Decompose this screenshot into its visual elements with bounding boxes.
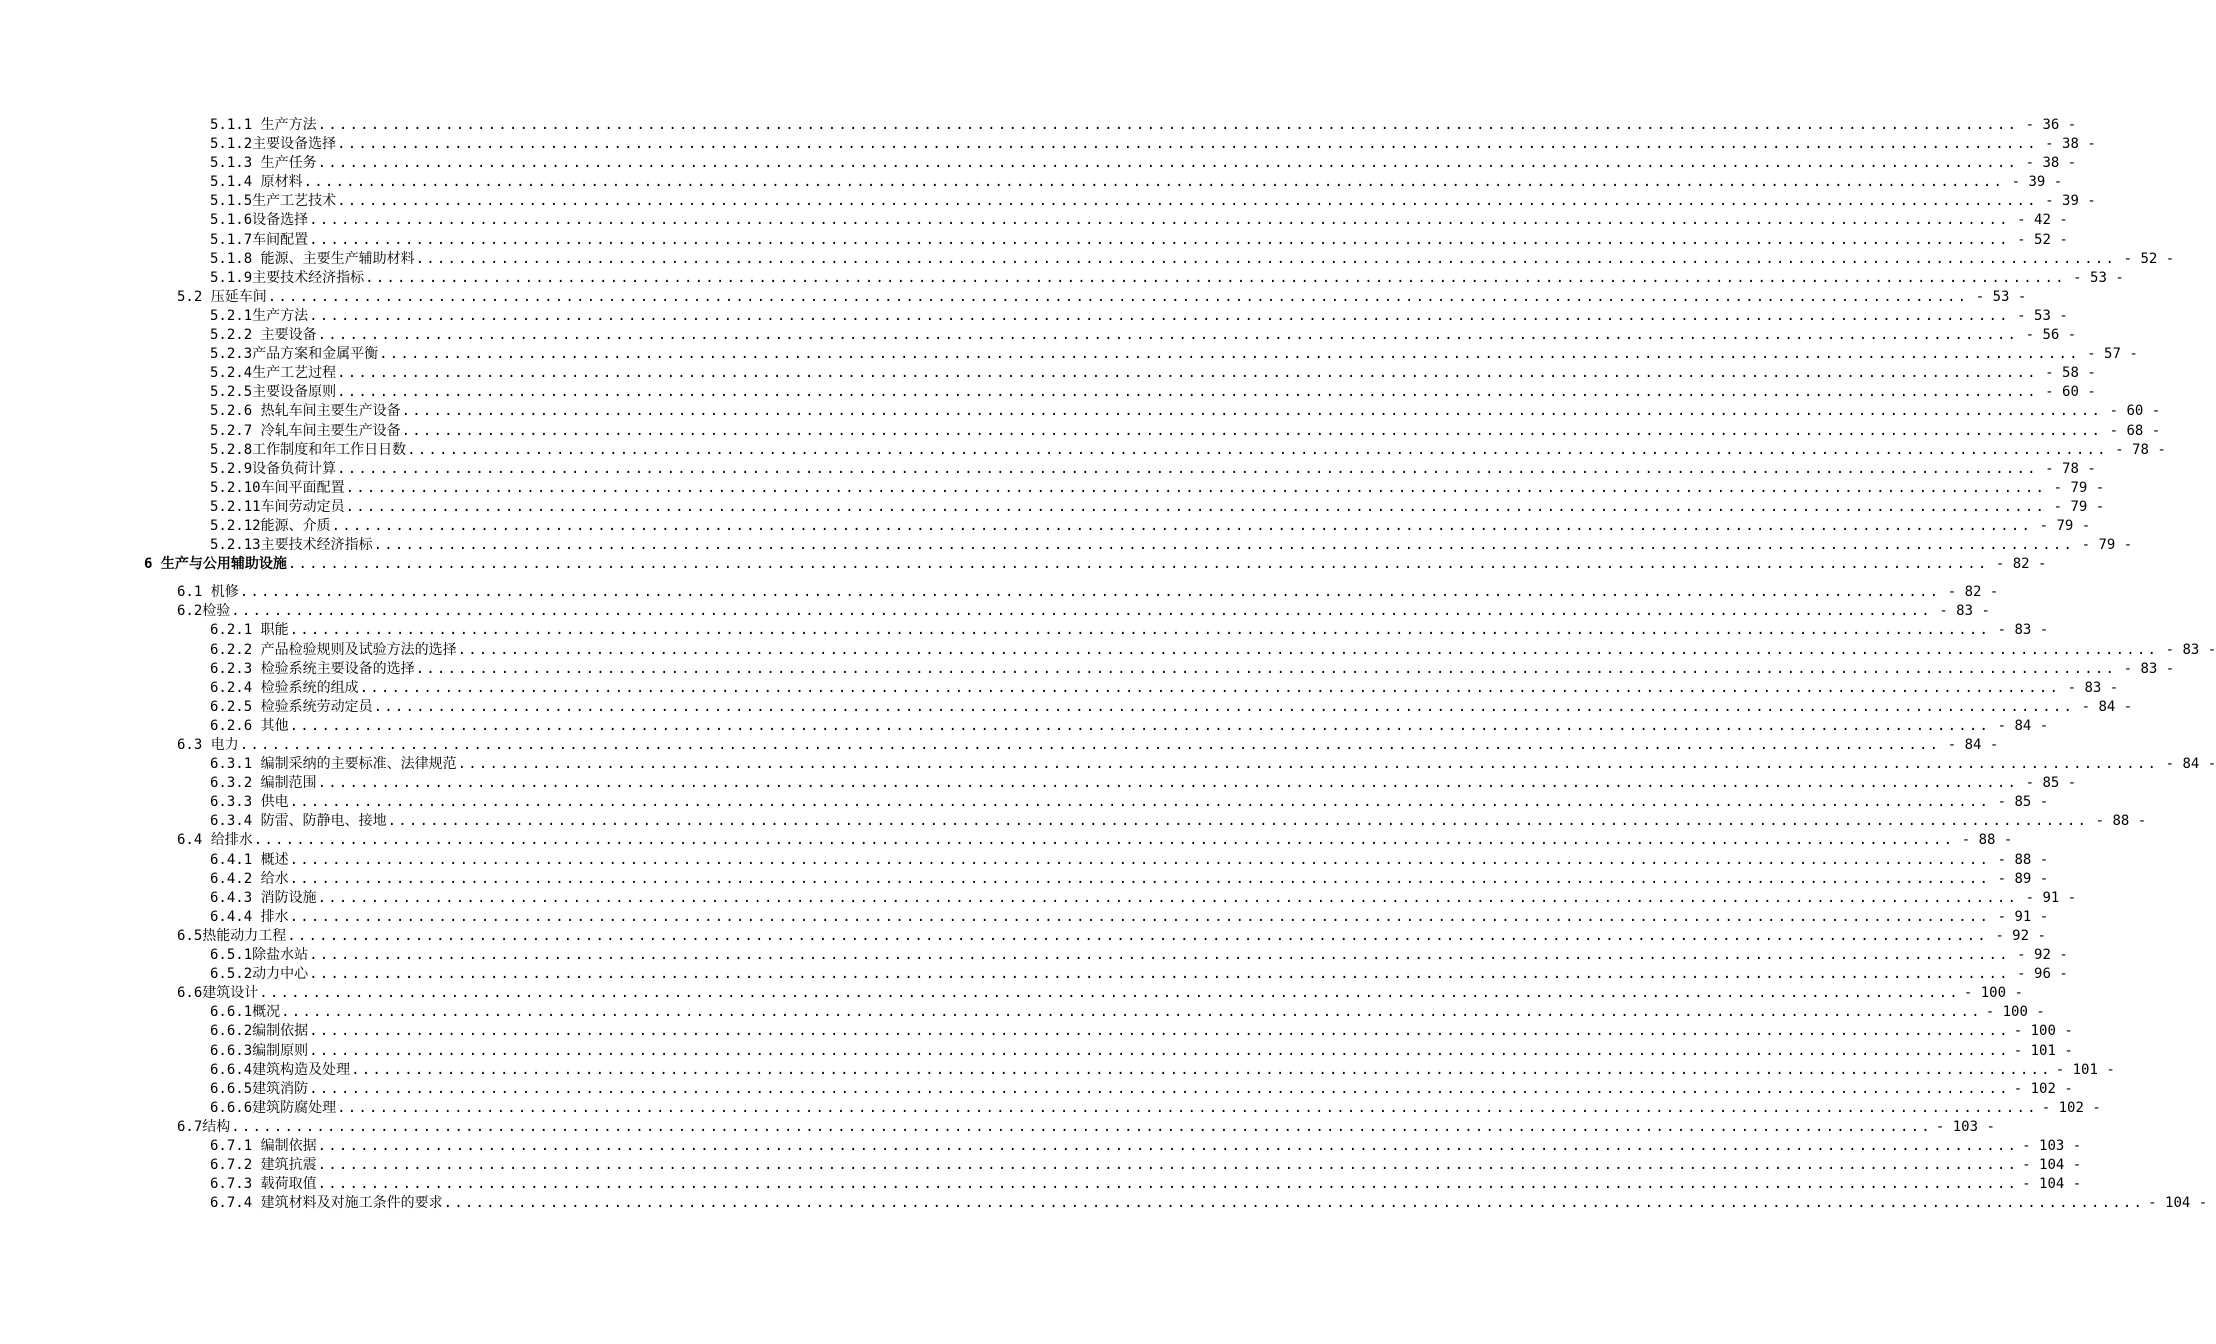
toc-entry-title: 5.2.2 主要设备	[210, 327, 317, 344]
toc-entry-page-number: - 88 -	[1997, 851, 2049, 868]
toc-entry-title: 5.2.11车间劳动定员	[210, 498, 345, 515]
toc-entry-page-number: - 103 -	[2022, 1137, 2082, 1154]
toc-entry[interactable]	[0, 774, 2077, 793]
toc-leader-dots: ................................................................................................................................................................	[365, 269, 2066, 286]
toc-entry[interactable]	[0, 621, 2049, 640]
toc-entry-title: 6.2.3 检验系统主要设备的选择	[210, 660, 415, 677]
toc-entry-title: 6.4.2 给水	[210, 870, 289, 887]
toc-leader-dots: ................................................................................................................................................................	[287, 556, 1989, 573]
toc-entry[interactable]	[0, 736, 1999, 755]
toc-leader-dots: ................................................................................................................................................................	[387, 813, 2089, 830]
toc-entry-title: 5.2.9设备负荷计算	[210, 460, 337, 477]
toc-entry[interactable]	[0, 402, 2161, 421]
toc-entry-page-number: - 60 -	[2109, 403, 2161, 420]
toc-leader-dots: ................................................................................................................................................................	[317, 775, 2019, 792]
toc-entry-page-number: - 78 -	[2045, 460, 2096, 477]
toc-entry-title: 6.1 机修	[177, 584, 239, 601]
toc-entry-page-number: - 84 -	[1997, 717, 2049, 734]
toc-entry-title: 6.3.1 编制采纳的主要标准、法律规范	[210, 756, 457, 773]
toc-entry[interactable]	[0, 698, 2133, 717]
toc-entry-page-number: - 79 -	[2053, 479, 2105, 496]
toc-entry[interactable]	[0, 812, 2147, 831]
toc-entry-page-number: - 39 -	[2045, 193, 2096, 210]
toc-leader-dots: ................................................................................................................................................................	[345, 498, 2047, 515]
toc-leader-dots: ................................................................................................................................................................	[359, 679, 2061, 696]
toc-entry-title: 5.1.7车间配置	[210, 231, 309, 248]
toc-entry-title: 6.3.4 防雷、防静电、接地	[210, 813, 387, 830]
toc-entry-page-number: - 104 -	[2148, 1195, 2208, 1212]
toc-entry[interactable]	[0, 498, 2105, 517]
toc-leader-dots: ................................................................................................................................................................	[317, 117, 2019, 133]
toc-entry-page-number: - 92 -	[1995, 927, 2046, 944]
toc-entry[interactable]	[0, 460, 2096, 479]
toc-entry-title: 6.3 电力	[177, 737, 239, 753]
toc-entry[interactable]	[0, 231, 2068, 250]
toc-entry-page-number: - 101 -	[2055, 1061, 2115, 1078]
toc-leader-dots: ................................................................................................................................................................	[337, 136, 2038, 153]
toc-entry[interactable]	[0, 1099, 2101, 1118]
toc-entry[interactable]	[0, 173, 2063, 192]
toc-entry-page-number: - 53 -	[2073, 269, 2124, 286]
toc-entry-page-number: - 84 -	[2165, 756, 2216, 773]
toc-entry[interactable]	[0, 793, 2049, 812]
toc-leader-dots: ................................................................................................................................................................	[289, 717, 1991, 734]
toc-entry[interactable]	[0, 1061, 2115, 1080]
toc-entry[interactable]	[0, 345, 2138, 364]
toc-leader-dots: ................................................................................................................................................................	[289, 908, 1991, 925]
toc-leader-dots: ................................................................................................................................................................	[317, 889, 2019, 906]
toc-entry-title: 5.2.3产品方案和金属平衡	[210, 346, 379, 363]
toc-leader-dots: ................................................................................................................................................................	[337, 365, 2038, 382]
toc-entry-title: 5.1.4 原材料	[210, 174, 303, 191]
toc-leader-dots: ................................................................................................................................................................	[303, 174, 2005, 191]
toc-entry[interactable]	[0, 1137, 2082, 1156]
toc-entry-title: 5.2.12能源、介质	[210, 517, 331, 534]
toc-entry-title: 5.1.1 生产方法	[210, 117, 317, 133]
toc-entry[interactable]	[0, 679, 2119, 698]
toc-entry[interactable]	[0, 908, 2049, 927]
toc-entry-title: 5.1.2主要设备选择	[210, 136, 337, 153]
toc-entry[interactable]	[0, 946, 2068, 965]
toc-entry-title: 6.2.2 产品检验规则及试验方法的选择	[210, 641, 457, 658]
toc-entry-page-number: - 53 -	[1975, 288, 2027, 305]
toc-entry-page-number: - 91 -	[2025, 889, 2077, 906]
toc-leader-dots: ................................................................................................................................................................	[457, 641, 2159, 658]
toc-entry[interactable]	[0, 1156, 2082, 1175]
toc-entry-title: 6.7结构	[177, 1118, 231, 1135]
toc-entry[interactable]	[0, 1003, 2045, 1022]
toc-leader-dots: ................................................................................................................................................................	[337, 193, 2038, 210]
toc-entry[interactable]	[0, 326, 2077, 345]
toc-entry-page-number: - 83 -	[1939, 603, 1990, 620]
toc-entry-title: 6.2.6 其他	[210, 717, 289, 734]
toc-entry-page-number: - 82 -	[1947, 584, 1999, 601]
toc-entry-title: 6.2.4 检验系统的组成	[210, 679, 359, 696]
toc-entry[interactable]	[0, 660, 2175, 679]
toc-entry[interactable]	[0, 889, 2077, 908]
toc-leader-dots: ................................................................................................................................................................	[331, 517, 2033, 534]
toc-entry[interactable]	[0, 441, 2166, 460]
toc-entry-title: 6.7.3 载荷取值	[210, 1176, 317, 1193]
toc-entry-title: 6.6.3编制原则	[210, 1042, 309, 1059]
toc-entry-page-number: - 79 -	[2053, 498, 2105, 515]
toc-entry-title: 6.2检验	[177, 603, 231, 620]
toc-entry-page-number: - 85 -	[2025, 775, 2077, 792]
toc-entry-title: 5.1.3 生产任务	[210, 155, 317, 172]
toc-leader-dots: ................................................................................................................................................................	[373, 537, 2075, 554]
toc-entry[interactable]	[0, 602, 1990, 621]
toc-entry-page-number: - 56 -	[2025, 327, 2077, 344]
toc-entry-title: 5.2.13主要技术经济指标	[210, 537, 373, 554]
toc-entry-title: 6.4.4 排水	[210, 908, 289, 925]
toc-leader-dots: ................................................................................................................................................................	[287, 927, 1988, 944]
toc-entry[interactable]	[0, 211, 2068, 230]
toc-entry-page-number: - 88 -	[1961, 832, 2013, 849]
toc-entry-title: 5.1.5生产工艺技术	[210, 193, 337, 210]
toc-entry[interactable]	[0, 364, 2096, 383]
toc-leader-dots: ................................................................................................................................................................	[231, 603, 1932, 620]
toc-entry-title: 5.1.9主要技术经济指标	[210, 269, 365, 286]
toc-leader-dots: ................................................................................................................................................................	[415, 250, 2117, 267]
toc-entry-title: 6.5.1除盐水站	[210, 947, 309, 964]
toc-entry-page-number: - 83 -	[2123, 660, 2175, 677]
toc-entry-title: 6.4.1 概述	[210, 851, 289, 868]
toc-entry-page-number: - 88 -	[2095, 813, 2147, 830]
toc-entry[interactable]	[0, 965, 2068, 984]
toc-entry[interactable]	[0, 583, 1999, 602]
toc-entry-title: 6.7.1 编制依据	[210, 1137, 317, 1154]
toc-entry-page-number: - 57 -	[2087, 346, 2138, 363]
toc-entry-title: 6.4 给排水	[177, 832, 253, 849]
toc-entry-page-number: - 91 -	[1997, 908, 2049, 925]
toc-leader-dots: ................................................................................................................................................................	[401, 422, 2103, 439]
toc-entry-page-number: - 85 -	[1997, 794, 2049, 811]
toc-entry-page-number: - 39 -	[2011, 174, 2063, 191]
toc-entry-page-number: - 84 -	[1947, 737, 1999, 753]
toc-entry-page-number: - 92 -	[2017, 947, 2068, 964]
toc-entry-page-number: - 79 -	[2081, 537, 2133, 554]
toc-entry-title: 5.2.8工作制度和年工作日日数	[210, 441, 407, 458]
toc-leader-dots: ................................................................................................................................................................	[309, 1042, 2010, 1059]
toc-leader-dots: ................................................................................................................................................................	[337, 1099, 2038, 1116]
toc-entry[interactable]	[0, 383, 2096, 402]
toc-entry-title: 6.2.1 职能	[210, 622, 289, 639]
toc-entry[interactable]	[0, 135, 2096, 154]
toc-entry[interactable]	[0, 269, 2124, 288]
toc-leader-dots: ................................................................................................................................................................	[379, 346, 2080, 363]
toc-entry-title: 5.2.6 热轧车间主要生产设备	[210, 403, 401, 420]
toc-entry-page-number: - 104 -	[2022, 1157, 2082, 1174]
toc-entry-title: 5.2.10车间平面配置	[210, 479, 345, 496]
table-of-contents	[0, 116, 2216, 1213]
toc-entry-page-number: - 100 -	[1963, 985, 2023, 1002]
toc-entry[interactable]	[0, 154, 2077, 173]
toc-entry-title: 5.2 压延车间	[177, 288, 267, 305]
toc-entry-page-number: - 38 -	[2045, 136, 2096, 153]
toc-entry-page-number: - 83 -	[1997, 622, 2049, 639]
toc-entry-page-number: - 38 -	[2025, 155, 2077, 172]
toc-entry-page-number: - 100 -	[1985, 1004, 2045, 1021]
toc-leader-dots: ................................................................................................................................................................	[309, 307, 2010, 324]
toc-entry-title: 6.6建筑设计	[177, 985, 259, 1002]
toc-leader-dots: ................................................................................................................................................................	[309, 1023, 2010, 1040]
toc-entry-page-number: - 84 -	[2081, 698, 2133, 715]
toc-entry[interactable]	[0, 250, 2175, 269]
toc-entry-title: 6.6.4建筑构造及处理	[210, 1061, 351, 1078]
toc-leader-dots: ................................................................................................................................................................	[415, 660, 2117, 677]
toc-entry[interactable]	[0, 116, 2077, 135]
toc-leader-dots: ................................................................................................................................................................	[309, 947, 2010, 964]
toc-entry-title: 5.1.8 能源、主要生产辅助材料	[210, 250, 415, 267]
toc-entry-title: 5.2.7 冷轧车间主要生产设备	[210, 422, 401, 439]
toc-leader-dots: ................................................................................................................................................................	[317, 1137, 2019, 1154]
toc-entry-page-number: - 78 -	[2115, 441, 2166, 458]
toc-entry-title: 5.1.6设备选择	[210, 212, 309, 229]
toc-leader-dots: ................................................................................................................................................................	[309, 1080, 2010, 1097]
toc-leader-dots: ................................................................................................................................................................	[373, 698, 2075, 715]
toc-entry[interactable]	[0, 831, 2013, 850]
toc-entry[interactable]	[0, 288, 2027, 307]
toc-entry-page-number: - 52 -	[2017, 231, 2068, 248]
toc-entry[interactable]	[0, 1022, 2073, 1041]
toc-entry-page-number: - 79 -	[2039, 517, 2091, 534]
toc-entry-page-number: - 101 -	[2013, 1042, 2073, 1059]
toc-entry-page-number: - 36 -	[2025, 117, 2077, 133]
toc-leader-dots: ................................................................................................................................................................	[401, 403, 2103, 420]
toc-entry-page-number: - 58 -	[2045, 365, 2096, 382]
toc-entry[interactable]	[0, 479, 2105, 498]
toc-leader-dots: ................................................................................................................................................................	[443, 1195, 2145, 1212]
toc-entry-title: 6.7.2 建筑抗震	[210, 1157, 317, 1174]
toc-entry-title: 6 生产与公用辅助设施	[144, 556, 287, 573]
toc-entry-title: 6.2.5 检验系统劳动定员	[210, 698, 373, 715]
toc-entry-page-number: - 52 -	[2123, 250, 2175, 267]
toc-entry[interactable]	[0, 422, 2161, 441]
toc-entry-page-number: - 60 -	[2045, 384, 2096, 401]
toc-entry-page-number: - 42 -	[2017, 212, 2068, 229]
toc-entry-title: 6.3.3 供电	[210, 794, 289, 811]
toc-entry[interactable]	[0, 870, 2049, 889]
toc-entry-page-number: - 102 -	[2013, 1080, 2073, 1097]
toc-entry[interactable]	[0, 536, 2133, 555]
toc-entry-page-number: - 82 -	[1995, 556, 2047, 573]
toc-entry-page-number: - 68 -	[2109, 422, 2161, 439]
toc-entry-title: 6.6.6建筑防腐处理	[210, 1099, 337, 1116]
toc-entry[interactable]	[0, 555, 2047, 574]
toc-entry-page-number: - 53 -	[2017, 307, 2068, 324]
toc-entry-title: 6.6.1概况	[210, 1004, 281, 1021]
toc-entry-page-number: - 103 -	[1935, 1118, 1995, 1135]
toc-leader-dots: ................................................................................................................................................................	[309, 212, 2010, 229]
toc-entry-page-number: - 102 -	[2041, 1099, 2101, 1116]
toc-entry-title: 6.5.2动力中心	[210, 966, 309, 983]
toc-leader-dots: ................................................................................................................................................................	[289, 851, 1991, 868]
toc-entry[interactable]	[0, 927, 2046, 946]
toc-leader-dots: ................................................................................................................................................................	[239, 584, 1941, 601]
toc-leader-dots: ................................................................................................................................................................	[317, 327, 2019, 344]
toc-entry[interactable]	[0, 1118, 1995, 1137]
toc-entry[interactable]	[0, 717, 2049, 736]
toc-entry[interactable]	[0, 1194, 2208, 1213]
toc-leader-dots: ................................................................................................................................................................	[289, 794, 1991, 811]
toc-entry[interactable]	[0, 517, 2091, 536]
toc-entry-title: 6.5热能动力工程	[177, 927, 287, 944]
toc-entry[interactable]	[0, 1175, 2082, 1194]
toc-leader-dots: ................................................................................................................................................................	[267, 288, 1969, 305]
toc-entry-title: 5.2.1生产方法	[210, 307, 309, 324]
toc-leader-dots: ................................................................................................................................................................	[289, 870, 1991, 887]
toc-entry-page-number: - 96 -	[2017, 966, 2068, 983]
toc-leader-dots: ................................................................................................................................................................	[351, 1061, 2052, 1078]
toc-entry[interactable]	[0, 192, 2096, 211]
toc-entry-title: 6.7.4 建筑材料及对施工条件的要求	[210, 1195, 443, 1212]
toc-leader-dots: ................................................................................................................................................................	[317, 155, 2019, 172]
toc-entry[interactable]	[0, 641, 2216, 660]
toc-leader-dots: ................................................................................................................................................................	[309, 231, 2010, 248]
toc-leader-dots: ................................................................................................................................................................	[281, 1004, 1982, 1021]
toc-entry-title: 6.4.3 消防设施	[210, 889, 317, 906]
toc-entry[interactable]	[0, 984, 2023, 1003]
toc-entry-page-number: - 89 -	[1997, 870, 2049, 887]
toc-entry-page-number: - 83 -	[2067, 679, 2119, 696]
toc-entry-title: 6.3.2 编制范围	[210, 775, 317, 792]
toc-leader-dots: ................................................................................................................................................................	[457, 756, 2159, 773]
toc-entry[interactable]	[0, 755, 2216, 774]
toc-leader-dots: ................................................................................................................................................................	[317, 1176, 2019, 1193]
toc-leader-dots: ................................................................................................................................................................	[407, 441, 2108, 458]
toc-entry-page-number: - 100 -	[2013, 1023, 2073, 1040]
toc-leader-dots: ................................................................................................................................................................	[239, 737, 1941, 753]
toc-entry[interactable]	[0, 851, 2049, 870]
toc-entry-page-number: - 83 -	[2165, 641, 2216, 658]
toc-entry[interactable]	[0, 1080, 2073, 1099]
toc-entry-title: 6.6.5建筑消防	[210, 1080, 309, 1097]
toc-entry[interactable]	[0, 1042, 2073, 1061]
toc-leader-dots: ................................................................................................................................................................	[345, 479, 2047, 496]
toc-entry-title: 6.6.2编制依据	[210, 1023, 309, 1040]
toc-leader-dots: ................................................................................................................................................................	[259, 985, 1960, 1002]
toc-leader-dots: ................................................................................................................................................................	[337, 460, 2038, 477]
toc-entry-page-number: - 104 -	[2022, 1176, 2082, 1193]
toc-leader-dots: ................................................................................................................................................................	[309, 966, 2010, 983]
toc-leader-dots: ................................................................................................................................................................	[231, 1118, 1932, 1135]
toc-leader-dots: ................................................................................................................................................................	[253, 832, 1955, 849]
toc-leader-dots: ................................................................................................................................................................	[317, 1157, 2019, 1174]
toc-leader-dots: ................................................................................................................................................................	[289, 622, 1991, 639]
toc-entry[interactable]	[0, 307, 2068, 326]
toc-leader-dots: ................................................................................................................................................................	[337, 384, 2038, 401]
toc-entry-title: 5.2.5主要设备原则	[210, 384, 337, 401]
toc-entry-title: 5.2.4生产工艺过程	[210, 365, 337, 382]
